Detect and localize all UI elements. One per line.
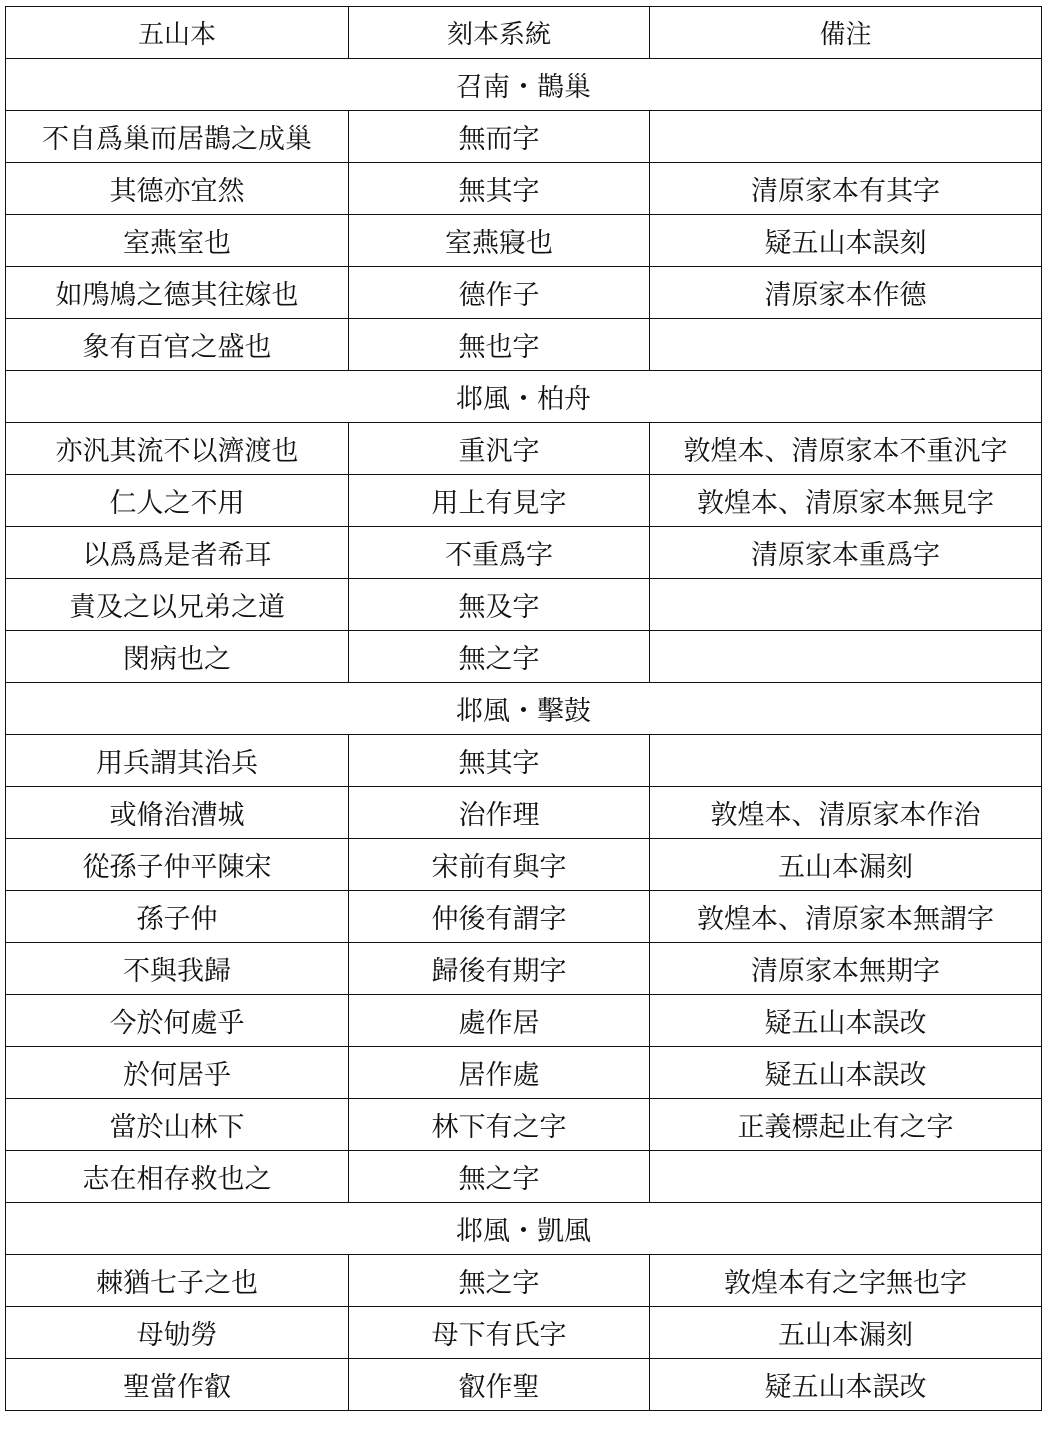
remarks-cell: [650, 111, 1042, 163]
gozan-text-cell: 閔病也之: [6, 631, 349, 683]
gozan-text-cell: 不自爲巢而居鵲之成巢: [6, 111, 349, 163]
section-title: 邶風・凱風: [6, 1203, 1042, 1255]
remarks-cell: 清原家本有其字: [650, 163, 1042, 215]
remarks-cell: 疑五山本誤刻: [650, 215, 1042, 267]
remarks-cell: [650, 1151, 1042, 1203]
remarks-cell: 清原家本無期字: [650, 943, 1042, 995]
table-row: [6, 423, 1042, 475]
printed-lineage-cell: 無及字: [349, 579, 650, 631]
table-row: [6, 891, 1042, 943]
remarks-cell: 疑五山本誤改: [650, 995, 1042, 1047]
section-row: [6, 371, 1042, 423]
table-row: [6, 579, 1042, 631]
table-row: [6, 319, 1042, 371]
gozan-text-cell: 其德亦宜然: [6, 163, 349, 215]
printed-lineage-cell: 居作處: [349, 1047, 650, 1099]
remarks-cell: 清原家本重爲字: [650, 527, 1042, 579]
remarks-cell: 敦煌本、清原家本無見字: [650, 475, 1042, 527]
printed-lineage-cell: 無其字: [349, 735, 650, 787]
gozan-text-cell: 於何居乎: [6, 1047, 349, 1099]
gozan-text-cell: 室燕室也: [6, 215, 349, 267]
gozan-text-cell: 如鳲鳩之德其往嫁也: [6, 267, 349, 319]
section-title: 召南・鵲巢: [6, 59, 1042, 111]
gozan-text-cell: 責及之以兄弟之道: [6, 579, 349, 631]
printed-lineage-cell: 室燕寢也: [349, 215, 650, 267]
table-row: [6, 1047, 1042, 1099]
remarks-cell: 正義標起止有之字: [650, 1099, 1042, 1151]
printed-lineage-cell: 不重爲字: [349, 527, 650, 579]
printed-lineage-cell: 德作子: [349, 267, 650, 319]
gozan-text-cell: 志在相存救也之: [6, 1151, 349, 1203]
table-row: [6, 1151, 1042, 1203]
remarks-cell: 疑五山本誤改: [650, 1359, 1042, 1411]
printed-lineage-cell: 叡作聖: [349, 1359, 650, 1411]
printed-lineage-cell: 處作居: [349, 995, 650, 1047]
header-remarks: 備注: [650, 7, 1042, 59]
gozan-text-cell: 亦汎其流不以濟渡也: [6, 423, 349, 475]
printed-lineage-cell: 無之字: [349, 1151, 650, 1203]
table-row: [6, 943, 1042, 995]
printed-lineage-cell: 無其字: [349, 163, 650, 215]
section-row: [6, 59, 1042, 111]
gozan-text-cell: 孫子仲: [6, 891, 349, 943]
gozan-text-cell: 用兵謂其治兵: [6, 735, 349, 787]
gozan-text-cell: 仁人之不用: [6, 475, 349, 527]
table-row: [6, 631, 1042, 683]
table-row: [6, 995, 1042, 1047]
table-row: [6, 527, 1042, 579]
remarks-cell: [650, 735, 1042, 787]
table-row: [6, 1359, 1042, 1411]
gozan-text-cell: 象有百官之盛也: [6, 319, 349, 371]
printed-lineage-cell: 仲後有謂字: [349, 891, 650, 943]
gozan-text-cell: 當於山林下: [6, 1099, 349, 1151]
printed-lineage-cell: 歸後有期字: [349, 943, 650, 995]
remarks-cell: 疑五山本誤改: [650, 1047, 1042, 1099]
collation-table: [5, 6, 1042, 1411]
remarks-cell: 五山本漏刻: [650, 1307, 1042, 1359]
table-body: [6, 59, 1042, 1411]
gozan-text-cell: 以爲爲是者希耳: [6, 527, 349, 579]
printed-lineage-cell: 母下有氏字: [349, 1307, 650, 1359]
remarks-cell: [650, 319, 1042, 371]
printed-lineage-cell: 無也字: [349, 319, 650, 371]
gozan-text-cell: 從孫子仲平陳宋: [6, 839, 349, 891]
table-row: [6, 1255, 1042, 1307]
remarks-cell: [650, 631, 1042, 683]
remarks-cell: 敦煌本有之字無也字: [650, 1255, 1042, 1307]
header-gozan-edition: 五山本: [6, 7, 349, 59]
table-row: [6, 215, 1042, 267]
printed-lineage-cell: 治作理: [349, 787, 650, 839]
table-row: [6, 1099, 1042, 1151]
printed-lineage-cell: 林下有之字: [349, 1099, 650, 1151]
section-row: [6, 683, 1042, 735]
remarks-cell: [650, 579, 1042, 631]
header-row: [6, 7, 1042, 59]
table-row: [6, 111, 1042, 163]
header-printed-lineage: 刻本系統: [349, 7, 650, 59]
section-row: [6, 1203, 1042, 1255]
section-title: 邶風・擊鼓: [6, 683, 1042, 735]
printed-lineage-cell: 用上有見字: [349, 475, 650, 527]
remarks-cell: 敦煌本、清原家本作治: [650, 787, 1042, 839]
remarks-cell: 清原家本作德: [650, 267, 1042, 319]
remarks-cell: 敦煌本、清原家本無謂字: [650, 891, 1042, 943]
printed-lineage-cell: 無而字: [349, 111, 650, 163]
printed-lineage-cell: 重汎字: [349, 423, 650, 475]
printed-lineage-cell: 宋前有與字: [349, 839, 650, 891]
gozan-text-cell: 棘猶七子之也: [6, 1255, 349, 1307]
remarks-cell: 五山本漏刻: [650, 839, 1042, 891]
table-row: [6, 839, 1042, 891]
gozan-text-cell: 母劬勞: [6, 1307, 349, 1359]
gozan-text-cell: 或脩治漕城: [6, 787, 349, 839]
table-row: [6, 163, 1042, 215]
printed-lineage-cell: 無之字: [349, 631, 650, 683]
table-row: [6, 1307, 1042, 1359]
table-row: [6, 787, 1042, 839]
table-row: [6, 735, 1042, 787]
section-title: 邶風・柏舟: [6, 371, 1042, 423]
table-row: [6, 267, 1042, 319]
table-row: [6, 475, 1042, 527]
printed-lineage-cell: 無之字: [349, 1255, 650, 1307]
gozan-text-cell: 聖當作叡: [6, 1359, 349, 1411]
remarks-cell: 敦煌本、清原家本不重汎字: [650, 423, 1042, 475]
gozan-text-cell: 今於何處乎: [6, 995, 349, 1047]
gozan-text-cell: 不與我歸: [6, 943, 349, 995]
